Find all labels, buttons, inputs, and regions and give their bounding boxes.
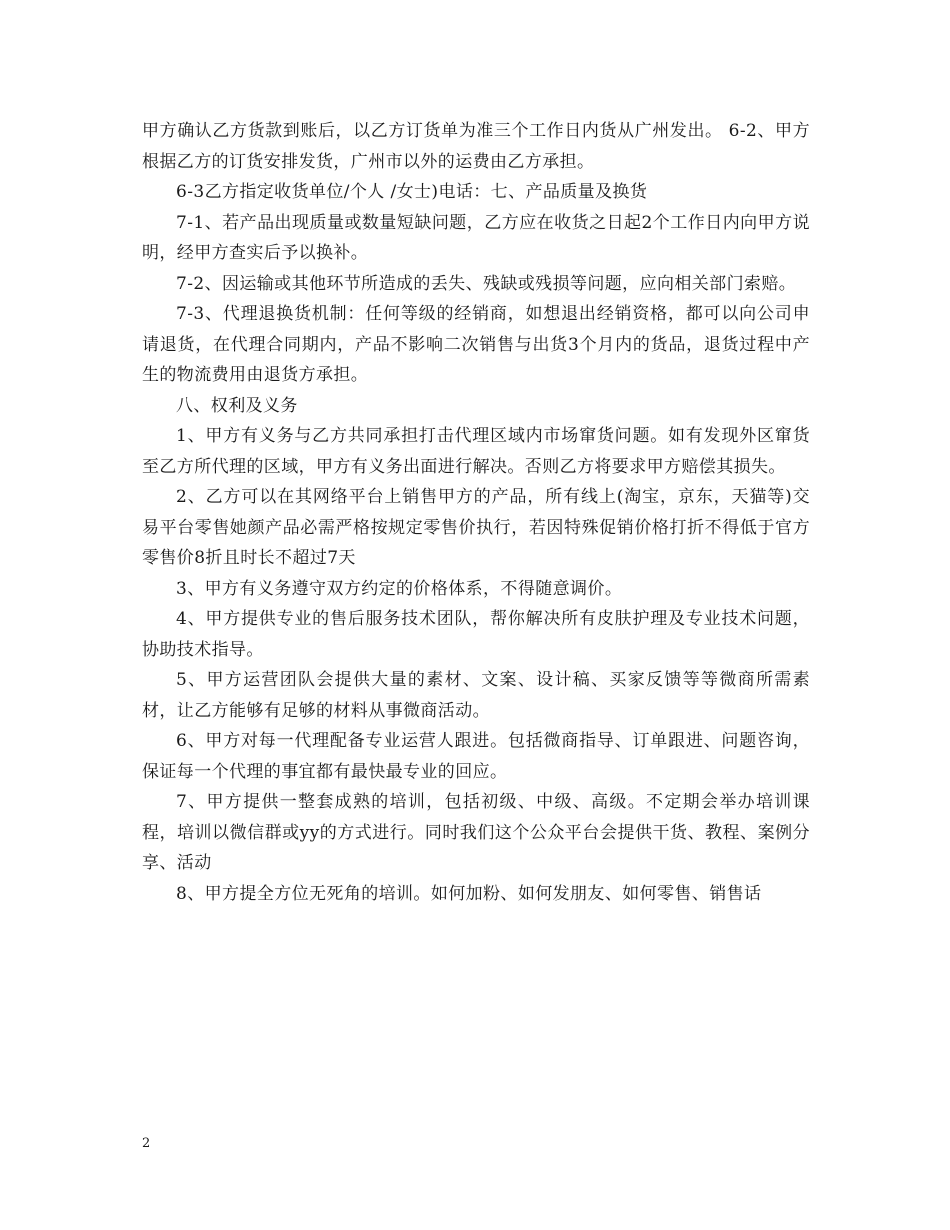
paragraph: 7-1、若产品出现质量或数量短缺问题，乙方应在收货之日起2个工作日内向甲方说明，经甲方查实后予以换补。 <box>142 212 810 263</box>
paragraph: 3、甲方有义务遵守双方约定的价格体系，不得随意调价。 <box>176 578 623 599</box>
paragraph: 6、甲方对每一代理配备专业运营人跟进。包括微商指导、订单跟进、问题咨询，保证每一个代理的事宜都有最快最专业的回应。 <box>142 731 810 782</box>
paragraph: 4、甲方提供专业的售后服务技术团队，帮你解决所有皮肤护理及专业技术问题，协助技术指导。 <box>142 609 810 660</box>
paragraph: 2、乙方可以在其网络平台上销售甲方的产品，所有线上(淘宝，京东，天猫等)交易平台零售她颜产品必需严格按规定零售价执行，若因特殊促销价格打折不得低于官方零售价8折且时长不超过7天 <box>142 487 810 568</box>
paragraph: 1、甲方有义务与乙方共同承担打击代理区域内市场窜货问题。如有发现外区窜货至乙方所代理的区域，甲方有义务出面进行解决。否则乙方将要求甲方赔偿其损失。 <box>142 426 810 477</box>
paragraph: 8、甲方提全方位无死角的培训。如何加粉、如何发朋友、如何零售、销售话 <box>176 883 762 904</box>
paragraph: 八、权利及义务 <box>176 395 298 416</box>
paragraph: 7-3、代理退换货机制：任何等级的经销商，如想退出经销资格，都可以向公司申请退货，在代理合同期内，产品不影响二次销售与出货3个月内的货品，退货过程中产生的物流费用由退货方承担。 <box>142 304 810 385</box>
document-body <box>142 116 810 909</box>
page-number: 2 <box>142 1136 151 1151</box>
paragraph: 6-3乙方指定收货单位/个人 /女士)电话：七、产品质量及换货 <box>176 182 648 202</box>
paragraph: 7、甲方提供一整套成熟的培训，包括初级、中级、高级。不定期会举办培训课程，培训以微信群或yy的方式进行。同时我们这个公众平台会提供干货、教程、案例分享、活动 <box>142 792 810 873</box>
paragraph: 5、甲方运营团队会提供大量的素材、文案、设计稿、买家反馈等等微商所需素材，让乙方能够有足够的材料从事微商活动。 <box>142 670 810 721</box>
paragraph: 甲方确认乙方货款到账后，以乙方订货单为准三个工作日内货从广州发出。 6-2、甲方根据乙方的订货安排发货，广州市以外的运费由乙方承担。 <box>142 121 810 172</box>
paragraph: 7-2、因运输或其他环节所造成的丢失、残缺或残损等问题，应向相关部门索赔。 <box>176 273 797 294</box>
